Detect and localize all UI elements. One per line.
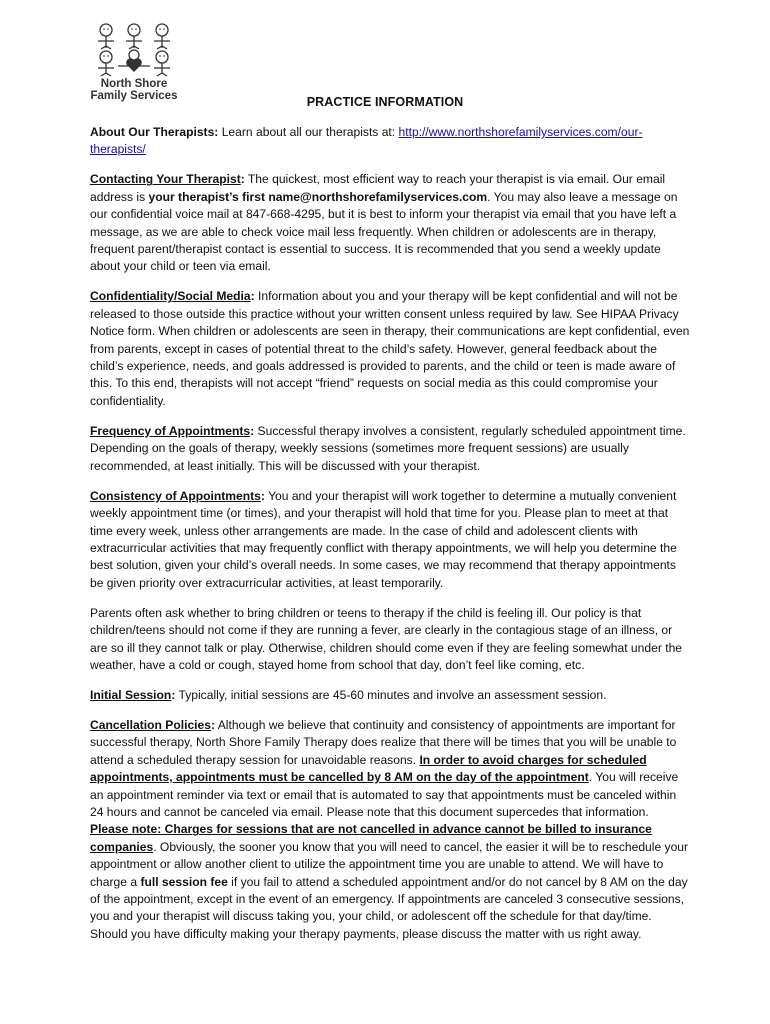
initial-colon: :	[171, 687, 176, 702]
logo-line-2: Family Services	[90, 90, 178, 102]
cancellation-text-4: if you fail to attend a scheduled appointment and/or do not cancel by 8 AM on the day of the appointment, except in the event of an emergency. If appointments are canceled 3 consecutive sessions, you and your therapist will discuss taking you, your child, or adolescent off the schedule for that day/time. Should you have difficulty making your therapy payments, please discuss the matter with us right away.	[90, 874, 688, 941]
parents-text: Parents often ask whether to bring children or teens to therapy if the child is feeling ill. Our policy is that children/teens should not come if they are running a fever, are clearly in the contagious stage of an illness, or are so ill they cannot talk or play. Otherwise, children should come even if they are feeling somewhat under the weather, have a cold or cough, stayed home from school that day, don’t feel like coming, etc.	[90, 605, 683, 672]
therapists-link[interactable]: http://www.northshorefamilyservices.com/our-therapists/	[90, 125, 643, 157]
contacting-heading: Contacting Your Therapist	[90, 172, 241, 187]
cancellation-emphasis-1: In order to avoid charges for scheduled appointments, appointments must be cancelled by 8 AM on the day of the appointment	[90, 752, 647, 785]
initial-paragraph	[90, 687, 690, 704]
page-title: PRACTICE INFORMATION	[306, 95, 464, 109]
consistency-heading: Consistency of Appointments	[90, 488, 261, 503]
cancellation-colon: :	[210, 717, 216, 732]
confidentiality-paragraph	[90, 288, 690, 410]
contacting-text-2: . You may also leave a message on our confidential voice mail at 847-668-4295, but it is best to inform your therapist via email that you have left a message, as we are able to check voice mail less frequently. When children or adolescents are in therapy, frequent parent/therapist contact is essential to success. It is recommended that you send a weekly update about your child or teen via email.	[90, 189, 678, 274]
about-text: Learn about all our therapists at:	[218, 125, 399, 139]
cancellation-emphasis-2: Please note: Charges for sessions that are not cancelled in advance cannot be billed to insurance companies	[90, 822, 652, 854]
family-figures-icon	[92, 22, 176, 78]
initial-text: Typically, initial sessions are 45-60 minutes and involve an assessment session.	[175, 687, 607, 702]
frequency-text: Successful therapy involves a consistent, regularly scheduled appointment time. Depending on the goals of therapy, weekly sessions (sometimes more frequent sessions) are usually recommended, at least initially. This will be discussed with your therapist.	[90, 423, 686, 473]
frequency-heading: Frequency of Appointments	[90, 423, 251, 438]
logo	[88, 22, 180, 106]
confidentiality-heading: Confidentiality/Social Media	[90, 289, 251, 304]
parents-paragraph	[90, 605, 690, 675]
initial-heading: Initial Session	[90, 687, 172, 702]
contact-email: your therapist’s first name@northshorefamilyservices.com	[148, 189, 488, 204]
frequency-paragraph	[90, 423, 690, 475]
cancellation-emphasis-3: full session fee	[140, 874, 228, 889]
confidentiality-colon: :	[250, 289, 255, 304]
frequency-colon: :	[250, 423, 255, 438]
contacting-text-1: The quickest, most efficient way to reach your therapist is via email. Our email address is	[90, 172, 666, 204]
about-paragraph	[90, 124, 690, 159]
contacting-paragraph	[90, 171, 690, 275]
cancellation-text-3: . Obviously, the sooner you know that you will need to cancel, the easier it will be to reschedule your appointment or allow another client to utilize the appointment time you are unable to attend. We will have to charge a	[90, 839, 689, 889]
cancellation-paragraph	[90, 717, 690, 943]
confidentiality-text: Information about you and your therapy will be kept confidential and will not be released to those outside this practice without your written consent unless required by law. See HIPAA Privacy Notice form. When children or adolescents are seen in therapy, their communications are kept confidential, even from parents, except in cases of potential threat to the child’s safety. However, general feedback about the child’s experience, needs, and goals addressed is provided to parents, and the child or teen is made aware of this. To this end, therapists will not accept “friend” requests on social media as this could compromise your confidentiality.	[90, 289, 690, 408]
document-body	[90, 124, 690, 956]
contacting-colon: :	[240, 172, 245, 187]
consistency-colon: :	[260, 488, 265, 503]
cancellation-text-1: Although we believe that continuity and consistency of appointments are important for successful therapy, North Shore Family Therapy does realize that there will be times that you will be unable to attend a scheduled therapy session for unavoidable reasons.	[90, 717, 677, 767]
consistency-text: You and your therapist will work together to determine a mutually convenient weekly appointment time (or times), and your therapist will hold that time for you. Please plan to meet at that time every week, unless other arrangements are made. In the case of child and adolescent clients with extracurricular activities that may frequently conflict with therapy appointments, we will help you determine the best solution, given your child’s overall needs. In some cases, we may recommend that therapy appointments be given priority over extracurricular activities, at least temporarily.	[90, 488, 677, 590]
about-heading: About Our Therapists:	[90, 125, 219, 139]
logo-line-1: North Shore	[100, 78, 168, 90]
consistency-paragraph	[90, 488, 690, 592]
cancellation-text-2: . You will receive an appointment reminder via text or email that is automated to say that appointments must be canceled within 24 hours and cannot be canceled via email. Please note that this document supercedes that information.	[90, 770, 679, 819]
cancellation-heading: Cancellation Policies	[90, 717, 211, 732]
